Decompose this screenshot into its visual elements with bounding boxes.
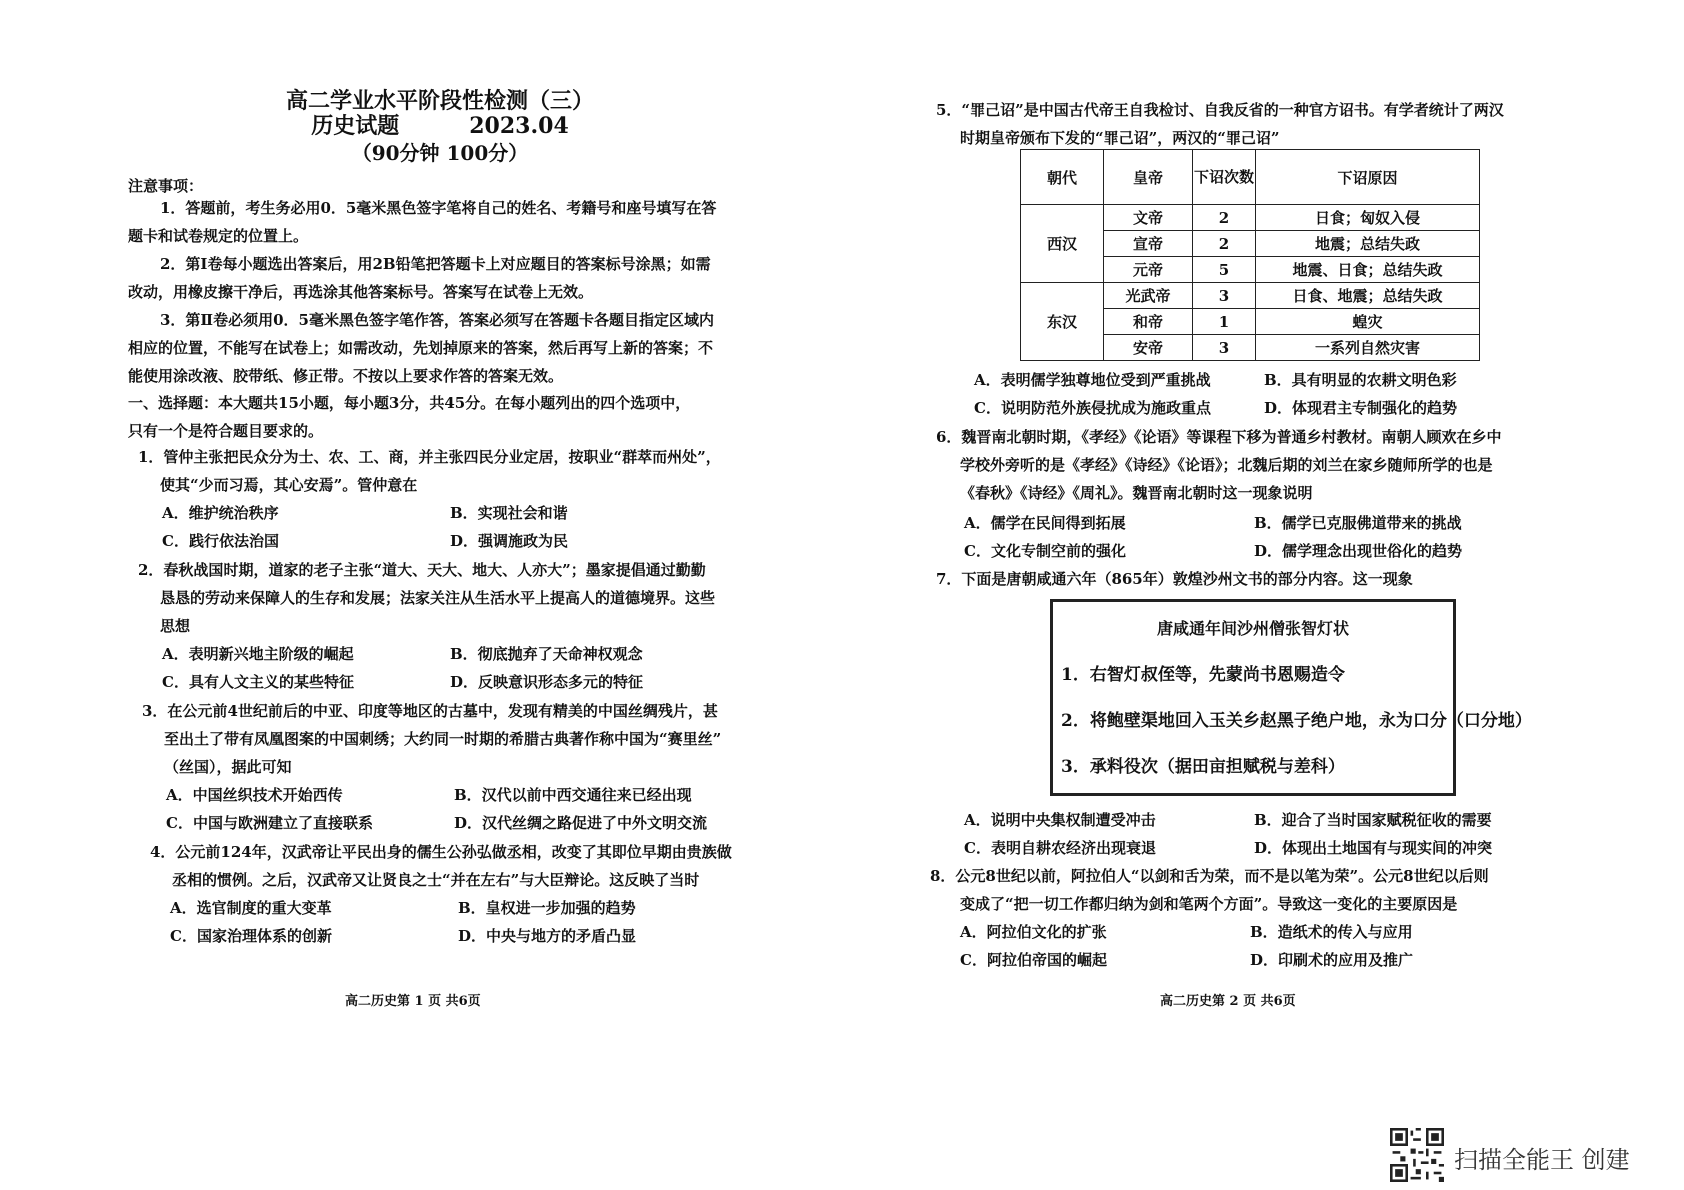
option-d[interactable]: D．汉代丝绸之路促进了中外文明交流 bbox=[454, 814, 708, 832]
question-8 bbox=[930, 862, 1489, 918]
emperor-cell: 光武帝 bbox=[1104, 283, 1193, 309]
emperor-cell: 文帝 bbox=[1104, 205, 1193, 231]
option-a[interactable]: A．表明新兴地主阶级的崛起 bbox=[162, 645, 354, 663]
option-b[interactable]: B．儒学已克服佛道带来的挑战 bbox=[1254, 514, 1462, 532]
document-line: 1．右智灯叔侄等，先蒙尚书恩赐造令 bbox=[1061, 665, 1345, 685]
scanner-watermark bbox=[1390, 1128, 1680, 1184]
option-a[interactable]: A．维护统治秩序 bbox=[162, 504, 279, 522]
section-line: 一、选择题：本大题共15小题，每小题3分，共45分。在每小题列出的四个选项中， bbox=[128, 394, 691, 412]
question-2 bbox=[138, 556, 715, 640]
question-stem: 学校外旁听的是《孝经》《诗经》《论语》；北魏后期的刘兰在家乡随师所学的也是 bbox=[960, 456, 1493, 474]
emperor-cell: 和帝 bbox=[1104, 309, 1193, 335]
option-d[interactable]: D．体现君主专制强化的趋势 bbox=[1264, 399, 1458, 417]
notice-line: 能使用涂改液、胶带纸、修正带。不按以上要求作答的答案无效。 bbox=[128, 367, 564, 385]
section-line: 只有一个是符合题目要求的。 bbox=[128, 422, 324, 440]
option-a[interactable]: A．阿拉伯文化的扩张 bbox=[960, 923, 1107, 941]
document-line: 3．承料役次（据田亩担赋税与差科） bbox=[1061, 757, 1345, 777]
option-a[interactable]: A．选官制度的重大变革 bbox=[170, 899, 332, 917]
question-stem: 恳恳的劳动来保障人的生存和发展；法家关注从生活水平上提高人的道德境界。这些 bbox=[160, 589, 716, 607]
option-b[interactable]: B．实现社会和谐 bbox=[450, 504, 568, 522]
question-stem: 时期皇帝颁布下发的“罪己诏”，两汉的“罪己诏” bbox=[960, 129, 1280, 147]
option-c[interactable]: C．表明自耕农经济出现衰退 bbox=[964, 839, 1156, 857]
question-stem: （丝国），据此可知 bbox=[164, 758, 292, 776]
notice-line: 3．第Ⅱ卷必须用0．5毫米黑色签字笔作答，答案必须写在答题卡各题目指定区域内 bbox=[160, 311, 714, 329]
reason-cell: 蝗灾 bbox=[1256, 309, 1480, 335]
option-a[interactable]: A．儒学在民间得到拓展 bbox=[964, 514, 1126, 532]
table-row bbox=[1021, 205, 1480, 231]
table-header: 下诏次数 bbox=[1193, 150, 1256, 205]
option-a[interactable]: A．表明儒学独尊地位受到严重挑战 bbox=[974, 371, 1211, 389]
notice-block bbox=[120, 194, 760, 390]
watermark-text: 扫描全能王 创建 bbox=[1454, 1146, 1630, 1174]
option-c[interactable]: C．具有人文主义的某些特征 bbox=[162, 673, 354, 691]
question-1 bbox=[138, 443, 721, 499]
question-stem: 4．公元前124年，汉武帝让平民出身的儒生公孙弘做丞相，改变了其即位早期由贵族做 bbox=[150, 843, 732, 861]
document-title: 唐咸通年间沙州僧张智灯状 bbox=[1156, 619, 1349, 638]
question-stem: 2．春秋战国时期，道家的老子主张“道大、天大、地大、人亦大”；墨家提倡通过勤勤 bbox=[138, 561, 706, 579]
count-cell: 2 bbox=[1193, 231, 1256, 257]
option-c[interactable]: C．文化专制空前的强化 bbox=[964, 542, 1126, 560]
emperor-cell: 安帝 bbox=[1104, 335, 1193, 361]
notice-line: 题卡和试卷规定的位置上。 bbox=[128, 227, 309, 245]
reason-cell: 地震；总结失政 bbox=[1256, 231, 1480, 257]
subject-label: 历史试题 bbox=[311, 113, 400, 139]
option-d[interactable]: D．印刷术的应用及推广 bbox=[1250, 951, 1414, 969]
notice-heading: 注意事项： bbox=[128, 177, 204, 195]
option-b[interactable]: B．迎合了当时国家赋税征收的需要 bbox=[1254, 811, 1492, 829]
option-d[interactable]: D．中央与地方的矛盾凸显 bbox=[458, 927, 637, 945]
notice-line: 2．第Ⅰ卷每小题选出答案后，用2B铅笔把答题卡上对应题目的答案标号涂黑；如需 bbox=[160, 255, 711, 273]
exam-duration: （90分钟 100分） bbox=[351, 141, 529, 165]
question-4 bbox=[150, 838, 732, 894]
count-cell: 1 bbox=[1193, 309, 1256, 335]
count-cell: 2 bbox=[1193, 205, 1256, 231]
option-b[interactable]: B．具有明显的农耕文明色彩 bbox=[1264, 371, 1457, 389]
option-d[interactable]: D．儒学理念出现世俗化的趋势 bbox=[1254, 542, 1463, 560]
option-d[interactable]: D．强调施政为民 bbox=[450, 532, 569, 550]
reason-cell: 一系列自然灾害 bbox=[1256, 335, 1480, 361]
option-c[interactable]: C．说明防范外族侵扰成为施政重点 bbox=[974, 399, 1211, 417]
count-cell: 3 bbox=[1193, 283, 1256, 309]
table-row bbox=[1021, 283, 1480, 309]
section-heading bbox=[128, 389, 690, 445]
qr-code-icon bbox=[1390, 1128, 1444, 1182]
notice-line: 相应的位置，不能写在试卷上；如需改动，先划掉原来的答案，然后再写上新的答案；不 bbox=[128, 339, 714, 357]
question-3 bbox=[142, 697, 721, 781]
question-stem: 使其“少而习焉，其心安焉”。管仲意在 bbox=[160, 476, 418, 494]
question-stem: 丞相的惯例。之后，汉武帝又让贤良之士“并在左右”与大臣辩论。这反映了当时 bbox=[172, 871, 700, 889]
dynasty-cell: 西汉 bbox=[1021, 205, 1104, 283]
notice-line: 改动，用橡皮擦干净后，再选涂其他答案标号。答案写在试卷上无效。 bbox=[128, 283, 594, 301]
reason-cell: 日食、地震；总结失政 bbox=[1256, 283, 1480, 309]
page-footer: 高二历史第 1 页 共6页 bbox=[345, 994, 481, 1009]
option-c[interactable]: C．阿拉伯帝国的崛起 bbox=[960, 951, 1107, 969]
question-stem: 思想 bbox=[160, 617, 191, 635]
question-5 bbox=[936, 96, 1504, 152]
question-stem: 5．“罪己诏”是中国古代帝王自我检讨、自我反省的一种官方诏书。有学者统计了两汉 bbox=[936, 101, 1504, 119]
count-cell: 3 bbox=[1193, 335, 1256, 361]
page-footer: 高二历史第 2 页 共6页 bbox=[1160, 994, 1296, 1009]
dynasty-cell: 东汉 bbox=[1021, 283, 1104, 361]
option-d[interactable]: D．反映意识形态多元的特征 bbox=[450, 673, 644, 691]
question-stem: 《春秋》《诗经》《周礼》。魏晋南北朝时这一现象说明 bbox=[960, 484, 1313, 502]
exam-date: 2023.04 bbox=[469, 113, 569, 139]
question-stem: 7．下面是唐朝咸通六年（865年）敦煌沙州文书的部分内容。这一现象 bbox=[936, 570, 1413, 588]
question-stem: 变成了“把一切工作都归纳为剑和笔两个方面”。导致这一变化的主要原因是 bbox=[960, 895, 1458, 913]
question-stem: 8．公元8世纪以前，阿拉伯人“以剑和舌为荣，而不是以笔为荣”。公元8世纪以后则 bbox=[930, 867, 1489, 885]
option-b[interactable]: B．皇权进一步加强的趋势 bbox=[458, 899, 636, 917]
table-header: 下诏原因 bbox=[1256, 150, 1480, 205]
reason-cell: 地震、日食；总结失政 bbox=[1256, 257, 1480, 283]
question-7 bbox=[936, 565, 1413, 593]
table-header: 皇帝 bbox=[1104, 150, 1193, 205]
option-b[interactable]: B．彻底抛弃了天命神权观念 bbox=[450, 645, 643, 663]
option-d[interactable]: D．体现出土地国有与现实间的冲突 bbox=[1254, 839, 1493, 857]
table-header: 朝代 bbox=[1021, 150, 1104, 205]
option-c[interactable]: C．国家治理体系的创新 bbox=[170, 927, 332, 945]
question-stem: 6．魏晋南北朝时期，《孝经》《论语》等课程下移为普通乡村教材。南朝人顾欢在乡中 bbox=[936, 428, 1502, 446]
question-stem: 1．管仲主张把民众分为士、农、工、商，并主张四民分业定居，按职业“群萃而州处”， bbox=[138, 448, 721, 466]
document-box bbox=[1050, 599, 1532, 796]
edict-table bbox=[1020, 149, 1480, 361]
option-b[interactable]: B．造纸术的传入与应用 bbox=[1250, 923, 1413, 941]
option-b[interactable]: B．汉代以前中西交通往来已经出现 bbox=[454, 786, 692, 804]
option-c[interactable]: C．中国与欧洲建立了直接联系 bbox=[166, 814, 373, 832]
question-6 bbox=[936, 423, 1501, 507]
option-a[interactable]: A．中国丝织技术开始西传 bbox=[166, 786, 343, 804]
exam-title: 高二学业水平阶段性检测（三） bbox=[285, 88, 594, 114]
question-stem: 3．在公元前4世纪前后的中亚、印度等地区的古墓中，发现有精美的中国丝绸残片，甚 bbox=[142, 702, 718, 720]
notice-line: 1．答题前，考生务必用0．5毫米黑色签字笔将自己的姓名、考籍号和座号填写在答 bbox=[160, 199, 717, 217]
emperor-cell: 宣帝 bbox=[1104, 231, 1193, 257]
document-line: 2．将鲍壁渠地回入玉关乡赵黑子绝户地，永为口分（口分地） bbox=[1061, 711, 1532, 731]
count-cell: 5 bbox=[1193, 257, 1256, 283]
option-c[interactable]: C．践行依法治国 bbox=[162, 532, 279, 550]
exam-subtitle bbox=[120, 113, 760, 140]
reason-cell: 日食；匈奴入侵 bbox=[1256, 205, 1480, 231]
emperor-cell: 元帝 bbox=[1104, 257, 1193, 283]
question-stem: 至出土了带有凤凰图案的中国刺绣；大约同一时期的希腊古典著作称中国为“赛里丝” bbox=[164, 730, 722, 748]
option-a[interactable]: A．说明中央集权制遭受冲击 bbox=[964, 811, 1156, 829]
